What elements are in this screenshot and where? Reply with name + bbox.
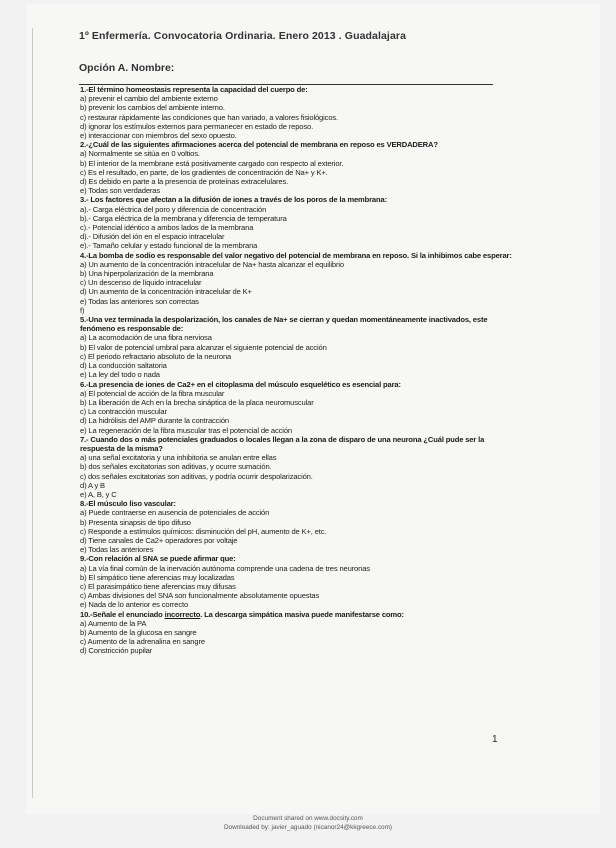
answer-option: c) Responde a estímulos químicos: disminución del pH, aumento de K+, etc. (80, 526, 327, 536)
question-list (80, 85, 516, 656)
footer-shared: Document shared on www.docsity.com (253, 815, 363, 822)
answer-option: b) El valor de potencial umbral para alcanzar el siguiente potencial de acción (80, 342, 327, 352)
answer-option: c) La contracción muscular (80, 407, 167, 417)
answer-option: c) Ambas divisiones del SNA son funcionalmente absolutamente opuestas (80, 591, 320, 601)
answer-option: c) dos señales excitatorias son aditivas, y podría ocurrir despolarización. (80, 471, 313, 481)
answer-option: e) La regeneración de la fibra muscular tras el potencial de acción (80, 425, 292, 435)
option-name-label: Opción A. Nombre: (79, 62, 175, 74)
answer-option: a) El potencial de acción de la fibra muscular (80, 388, 225, 398)
answer-option: d) Tiene canales de Ca2+ operadores por voltaje (80, 535, 238, 545)
question-8: 8.-El músculo liso vascular: (80, 499, 176, 509)
answer-option: e).- Tamaño celular y estado funcional de la membrana (80, 241, 258, 251)
answer-option: d) Un aumento de la concentración intracelular de K+ (80, 287, 252, 297)
answer-option: a) una señal excitatoria y una inhibitoria se anulan entre ellas (80, 453, 277, 463)
answer-option: c) El periodo refractario absoluto de la neurona (80, 351, 232, 361)
question-1: 1.-El término homeostasis representa la capacidad del cuerpo de: (80, 85, 308, 94)
answer-option: d) La hidrólisis del AMP durante la contracción (80, 416, 229, 426)
answer-option: b) prevenir los cambios del ambiente interno. (80, 103, 225, 113)
question-5: 5.-Una vez terminada la despolarización, los canales de Na+ se cierran y quedan momentáneamente inactivados, este fenómeno es responsable de: (80, 315, 488, 334)
answer-option: b) Aumento de la glucosa en sangre (80, 627, 197, 637)
answer-option: b) Presenta sinapsis de tipo difuso (80, 517, 191, 527)
answer-option: a) Un aumento de la concentración intracelular de Na+ hasta alcanzar el equilibrio (80, 259, 344, 269)
answer-option: c) restaurar rápidamente las condiciones que han variado, a valores fisiológicos. (80, 112, 338, 122)
answer-option: d) A y B (80, 480, 105, 490)
answer-option: b).- Carga eléctrica de la membrana y diferencia de temperatura (80, 213, 287, 223)
question-10: 10.-Señale el enunciado incorrecto. La descarga simpática masiva puede manifestarse como: (80, 609, 404, 619)
answer-option: d) Constricción pupilar (80, 646, 153, 656)
answer-option: c).- Potencial idéntico a ambos lados de la membrana (80, 223, 254, 233)
answer-option: f) (80, 305, 85, 315)
answer-option: e) Todas son verdaderas (80, 186, 160, 196)
answer-option: a).- Carga eléctrica del poro y diferencia de concentración (80, 204, 267, 214)
answer-option: c) Un descenso de líquido intracelular (80, 278, 202, 288)
question-6: 6.-La presencia de iones de Ca2+ en el citoplasma del músculo esquelético es esencial para: (80, 379, 401, 389)
answer-option: b) El interior de la membrane está positivamente cargado con respecto al exterior. (80, 158, 344, 168)
question-9: 9.-Con relación al SNA se puede afirmar que: (80, 554, 236, 564)
footer-downloaded: Downloaded by: javier_aguado (nicanor24@kkgreece.com) (223, 824, 393, 831)
question-3: 3.- Los factores que afectan a la difusión de iones a través de los poros de la membrana: (80, 195, 387, 205)
answer-option: b) Una hiperpolarización de la membrana (80, 269, 214, 279)
question-4: 4.-La bomba de sodio es responsable del valor negativo del potencial de membrana en reposo. Si la inhibimos cabe esperar: (80, 250, 512, 260)
scan-edge (32, 28, 33, 798)
answer-option: e) La ley del todo o nada (80, 370, 160, 380)
question-7: 7.- Cuando dos o más potenciales graduados o locales llegan a la zona de disparo de una neurona ¿Cuál pude ser la respuesta de la misma? (80, 434, 485, 453)
exam-title: 1º Enfermería. Convocatoria Ordinaria. Enero 2013 . Guadalajara (79, 30, 407, 42)
answer-option: a) Puede contraerse en ausencia de potenciales de acción (80, 508, 270, 518)
answer-option: d) ignorar los estímulos externos para permanecer en estado de reposo. (80, 121, 314, 131)
answer-option: a) Aumento de la PA (80, 618, 147, 628)
answer-option: d) La conducción saltatoria (80, 361, 167, 371)
question-2: 2.-¿Cuál de las siguientes afirmaciones acerca del potencial de membrana en reposo es VERDADERA? (80, 140, 438, 150)
answer-option: a) Normalmente se sitúa en 0 voltios. (80, 149, 200, 159)
answer-option: a) prevenir el cambio del ambiente externo (80, 94, 218, 104)
answer-option: c) Es el resultado, en parte, de los gradientes de concentración de Na+ y K+. (80, 167, 328, 177)
page-number: 1 (492, 734, 498, 745)
answer-option: c) Aumento de la adrenalina en sangre (80, 637, 205, 647)
answer-option: a) La acomodación de una fibra nerviosa (80, 333, 212, 343)
answer-option: a) La vía final común de la inervación autónoma comprende una cadena de tres neuronas (80, 563, 370, 573)
answer-option: b) La liberación de Ach en la brecha sináptica de la placa neuromuscular (80, 397, 314, 407)
answer-option: d) Es debido en parte a la presencia de proteínas extracelulares. (80, 177, 289, 187)
answer-option: e) Todas las anteriores son correctas (80, 296, 199, 306)
answer-option: b) dos señales excitatorias son aditivas, y ocurre sumación. (80, 462, 272, 472)
answer-option: d).- Difusión del ión en el espacio intracelular (80, 232, 225, 242)
answer-option: e) Nada de lo anterior es correcto (80, 600, 189, 610)
answer-option: b) El simpático tiene aferencias muy localizadas (80, 572, 235, 582)
answer-option: e) A, B, y C (80, 489, 117, 499)
answer-option: e) interaccionar con miembros del sexo opuesto. (80, 131, 237, 141)
answer-option: c) El parasimpático tiene aferencias muy difusas (80, 581, 236, 591)
answer-option: e) Todas las anteriores (80, 545, 154, 555)
